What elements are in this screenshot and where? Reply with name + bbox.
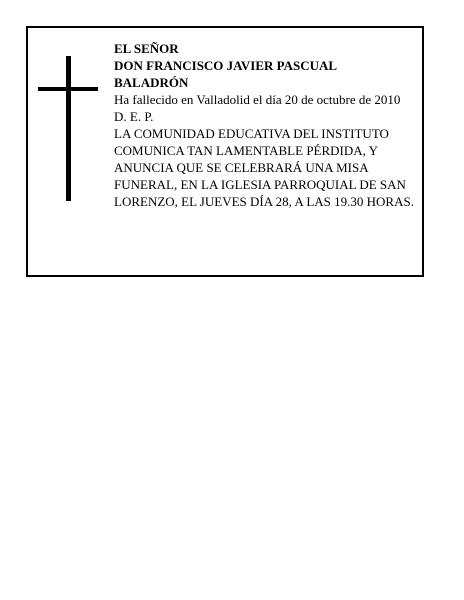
- cross-horizontal-bar: [38, 87, 98, 91]
- name-line-2: BALADRÓN: [114, 75, 189, 90]
- notice-text: [114, 40, 420, 210]
- message-paragraph: LA COMUNIDAD EDUCATIVA DEL INSTITUTO COMUNICA TAN LAMENTABLE PÉRDIDA, Y ANUNCIA QUE SE CELEBRARÁ UNA MISA FUNERAL, EN LA IGLESIA PARROQUIAL DE SAN LORENZO, EL JUEVES DÍA 28, A LAS 19.30 HORAS.: [114, 126, 414, 209]
- title-line: EL SEÑOR: [114, 41, 179, 56]
- obituary-notice: [26, 26, 424, 277]
- cross-icon: [38, 56, 98, 201]
- name-line-1: DON FRANCISCO JAVIER PASCUAL: [114, 58, 338, 73]
- death-line: Ha fallecido en Valladolid el día 20 de octubre de 2010: [114, 92, 401, 107]
- rip-line: D. E. P.: [114, 109, 154, 124]
- cross-vertical-bar: [66, 56, 71, 201]
